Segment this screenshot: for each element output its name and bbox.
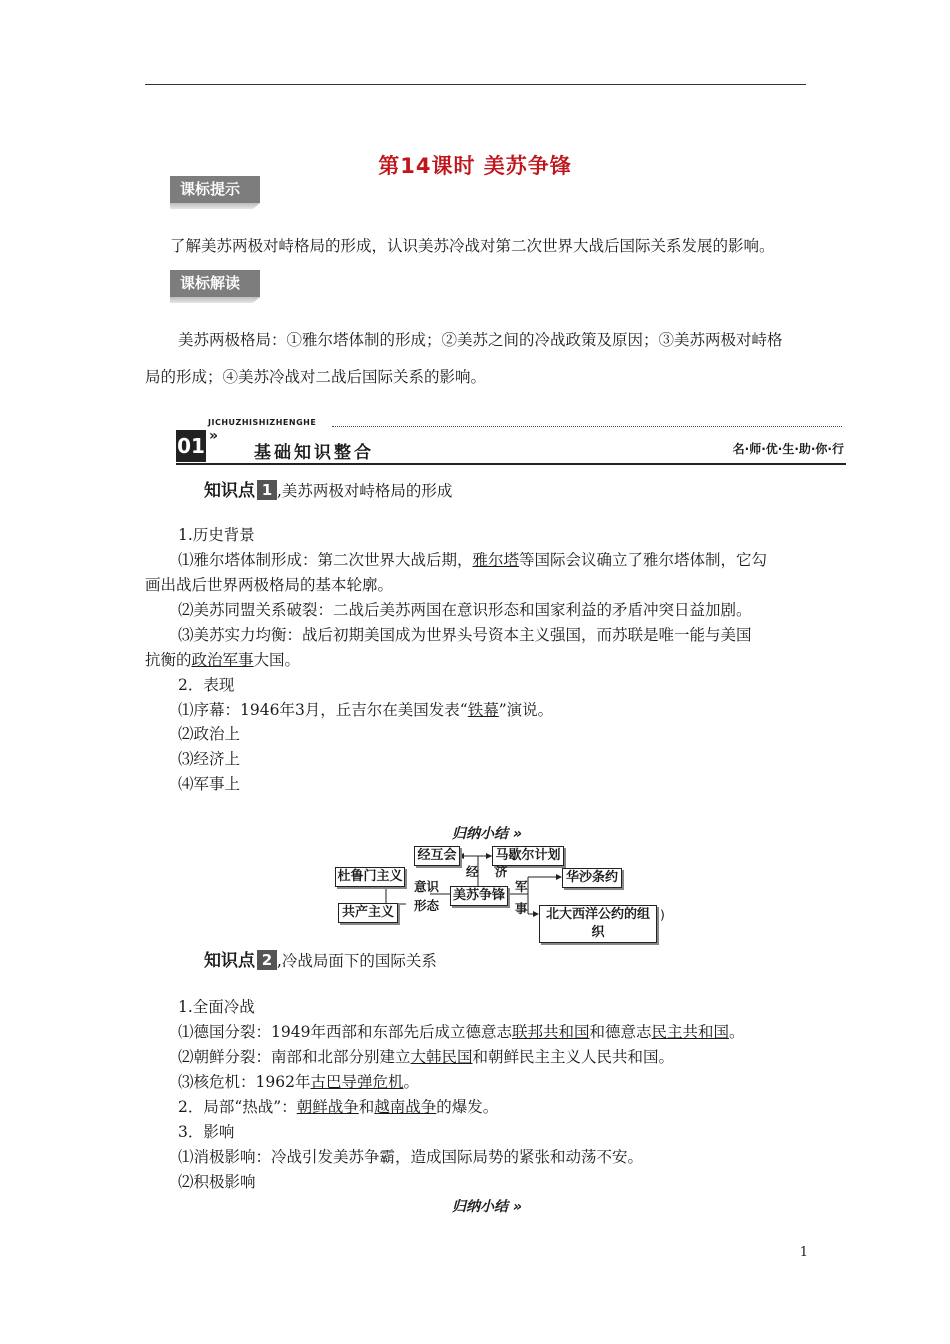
kp1-line: ⑵美苏同盟关系破裂：二战后美苏两国在意识形态和国家利益的矛盾冲突日益加剧。 [178, 601, 752, 619]
interpret-line-2: 局的形成；④美苏冷战对二战后国际关系的影响。 [145, 368, 487, 386]
box-us-soviet-rivalry: 美苏争锋 [450, 886, 508, 906]
kp1-number-icon: 1 [257, 480, 277, 500]
underlined-answer: 民主共和国 [651, 1023, 729, 1041]
summary-label-2: 归纳小结 » [452, 1199, 522, 1215]
section-number: 01 [176, 430, 206, 462]
kp2-line: ⑴消极影响：冷战引发美苏争霸，造成国际局势的紧张和动荡不安。 [178, 1148, 644, 1166]
diagram-paren: ) [660, 907, 665, 922]
box-truman-doctrine: 杜鲁门主义 [335, 867, 405, 887]
label-military-1: 军 [515, 879, 528, 894]
section-arrows-icon: » [209, 428, 219, 444]
section-dotted-line [332, 426, 842, 427]
label-economy-2: 济 [495, 864, 508, 879]
underlined-answer: 雅尔塔 [472, 551, 520, 569]
summary-arrows-icon: » [512, 1199, 522, 1215]
underlined-answer: 政治军事 [191, 651, 254, 669]
kp1-line: 画出战后世界两极格局的基本轮廓。 [145, 576, 394, 594]
kp1-line: ⑷军事上 [178, 775, 241, 793]
kp1-line: 1.历史背景 [178, 526, 255, 544]
section-underline [176, 463, 846, 465]
lesson-title: 第14课时 美苏争锋 [378, 154, 572, 178]
underlined-answer: 铁幕 [467, 701, 499, 719]
label-ideology-2: 形态 [414, 898, 440, 913]
section-pinyin: JICHUZHISHIZHENGHE [208, 418, 317, 427]
kp2-number-icon: 2 [257, 950, 277, 970]
section-name: 基础知识整合 [254, 443, 374, 463]
kp1-title: ,美苏两极对峙格局的形成 [277, 482, 453, 500]
kp2-line: ⑴德国分裂：1949年西部和东部先后成立德意志联邦共和国和德意志民主共和国。 [178, 1023, 745, 1041]
badge-standard-hint: 课标提示 [170, 176, 260, 203]
underlined-answer: 朝鲜战争 [296, 1098, 359, 1116]
box-nato: 北大西洋公约的组织 [539, 905, 657, 943]
standard-text: 了解美苏两极对峙格局的形成，认识美苏冷战对第二次世界大战后国际关系发展的影响。 [170, 237, 775, 255]
kp2-line: 2．局部“热战”：朝鲜战争和越南战争的爆发。 [178, 1098, 499, 1116]
kp1-line: ⑴雅尔塔体制形成：第二次世界大战后期，雅尔塔等国际会议确立了雅尔塔体制，它勾 [178, 551, 768, 569]
interpret-line-1: 美苏两极格局：①雅尔塔体制的形成；②美苏之间的冷战政策及原因；③美苏两极对峙格 [178, 331, 783, 349]
kp1-line: ⑵政治上 [178, 725, 241, 743]
label-economy-1: 经 [466, 864, 479, 879]
summary-arrows-icon: » [512, 826, 522, 842]
header-rule [145, 84, 806, 85]
box-comecon: 经互会 [414, 846, 460, 866]
kp2-line: ⑶核危机：1962年古巴导弹危机。 [178, 1073, 419, 1091]
page-number: 1 [799, 1245, 808, 1260]
kp2-label: 知识点 [204, 951, 255, 971]
underlined-answer: 古巴导弹危机 [310, 1073, 404, 1091]
label-ideology-1: 意识 [414, 879, 440, 894]
kp2-title: ,冷战局面下的国际关系 [277, 952, 437, 970]
kp2-line: ⑵积极影响 [178, 1173, 256, 1191]
badge-standard-interpret: 课标解读 [170, 270, 260, 297]
underlined-answer: 联邦共和国 [511, 1023, 590, 1041]
underlined-answer: 大韩民国 [410, 1048, 473, 1066]
box-warsaw-pact: 华沙条约 [562, 868, 622, 888]
kp1-line: ⑶美苏实力均衡：战后初期美国成为世界头号资本主义强国，而苏联是唯一能与美国 [178, 626, 752, 644]
kp1-label: 知识点 [204, 481, 255, 501]
kp2-line: ⑵朝鲜分裂：南部和北部分别建立大韩民国和朝鲜民主主义人民共和国。 [178, 1048, 675, 1066]
knowledge-point-1-heading [204, 476, 452, 501]
box-marshall-plan: 马歇尔计划 [492, 846, 564, 866]
underlined-answer: 越南战争 [374, 1098, 437, 1116]
kp2-line: 3．影响 [178, 1123, 235, 1141]
kp2-line: 1.全面冷战 [178, 998, 255, 1016]
knowledge-point-2-heading [204, 946, 437, 971]
kp1-line: 抗衡的政治军事大国。 [145, 651, 301, 669]
section-slogan: 名·师·优·生·助·你·行 [732, 442, 844, 456]
label-military-2: 事 [515, 901, 528, 916]
kp1-line: 2．表现 [178, 676, 235, 694]
summary-label: 归纳小结 » [452, 826, 522, 842]
box-communism: 共产主义 [338, 903, 398, 923]
kp1-line: ⑴序幕：1946年3月，丘吉尔在美国发表“铁幕”演说。 [178, 701, 554, 719]
kp1-line: ⑶经济上 [178, 750, 241, 768]
section-header [176, 418, 846, 466]
